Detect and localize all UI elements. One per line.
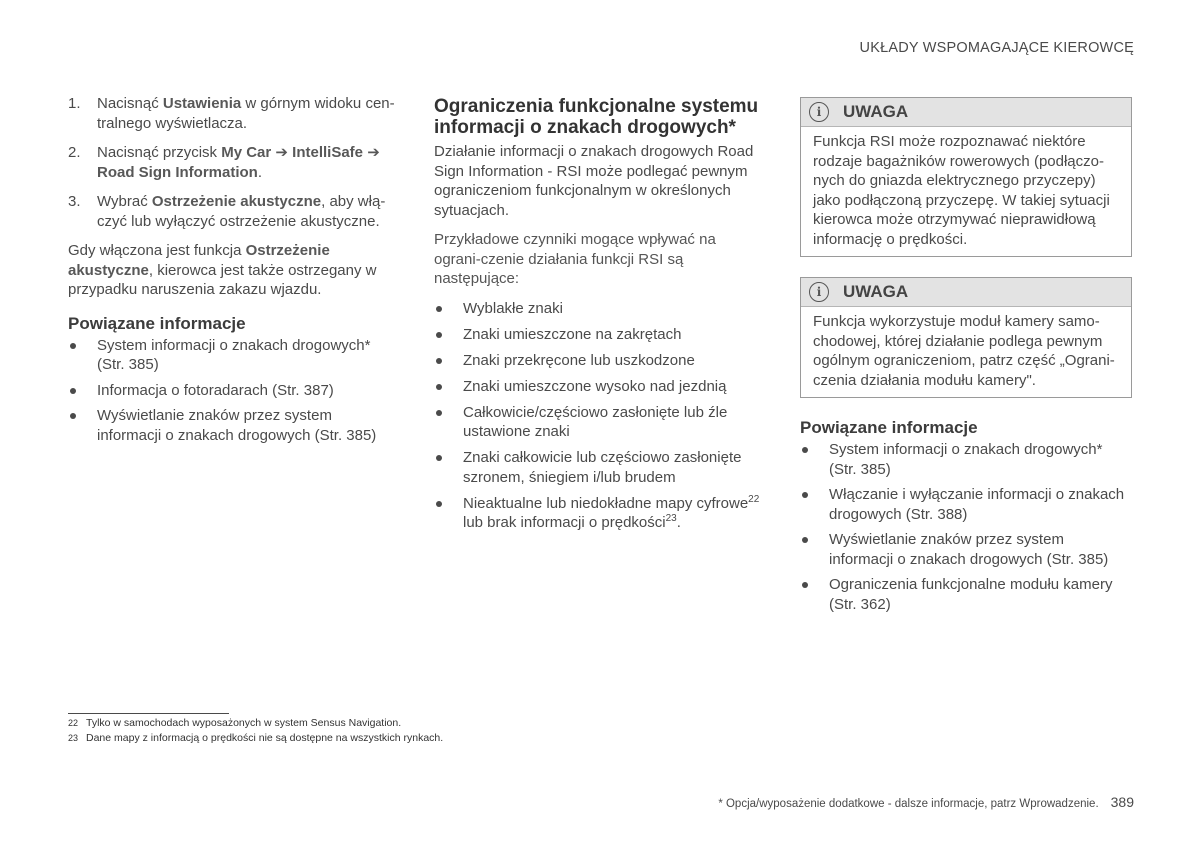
list-item (434, 494, 764, 533)
list-item-text: Wyblakłe znaki (463, 299, 563, 317)
menu-path-road-sign-information: Road Sign Information (97, 163, 258, 181)
step-number: 1. (68, 95, 81, 112)
related-link[interactable] (800, 530, 1132, 569)
step-1 (68, 94, 400, 133)
note-box (800, 97, 1132, 257)
step-text: w górnym widoku cen-tralnego wyświetlacza. (97, 95, 395, 132)
note-header (801, 278, 1131, 307)
info-icon: i (809, 282, 829, 302)
related-link[interactable] (800, 575, 1132, 614)
related-info-list (68, 336, 400, 446)
footnote-22 (68, 717, 401, 730)
note-title: UWAGA (843, 102, 909, 122)
list-item-text: Znaki umieszczone na zakrętach (463, 325, 682, 343)
related-link[interactable] (800, 485, 1132, 524)
bullet-icon (802, 447, 808, 453)
list-item (434, 377, 764, 397)
factors-list (434, 299, 764, 533)
list-item-text: . (676, 514, 681, 531)
column-left (68, 94, 400, 451)
paragraph-factors-intro: Przykładowe czynniki mogące wpływać na ograni-czenie działania funkcji RSI są następujące: (434, 231, 716, 287)
step-text: Nacisnąć przycisk (97, 144, 222, 161)
note-body: Funkcja wykorzystuje moduł kamery samo-chodowej, której działanie podlega pewnym ogólnym ograniczeniom, patrz część „Ograni-czenia działania modułu kamery". (813, 313, 1115, 389)
column-right (800, 97, 1132, 620)
related-link[interactable] (68, 381, 400, 401)
arrow-right-icon: ➔ (275, 144, 288, 161)
info-icon: i (809, 102, 829, 122)
acoustic-warning-term: Ostrzeżenie akustyczne (68, 242, 330, 279)
footnote-number: 23 (68, 733, 79, 743)
list-item (434, 325, 764, 345)
related-link[interactable] (800, 440, 1132, 479)
related-link-text: Wyświetlanie znaków przez system informacji o znakach drogowych (Str. 385) (829, 531, 1109, 568)
bullet-icon (70, 388, 76, 394)
bullet-icon (70, 413, 76, 419)
bullet-icon (436, 306, 442, 312)
section-title: Ograniczenia funkcjonalne systemu informacji o znakach drogowych* (434, 96, 759, 138)
menu-path-intellisafe: IntelliSafe (287, 144, 364, 161)
menu-path-my-car: My Car (221, 144, 272, 161)
related-link[interactable] (68, 336, 400, 375)
footnote-23 (68, 732, 443, 745)
page-header: UKŁADY WSPOMAGAJĄCE KIEROWCĘ (859, 40, 1134, 56)
list-item (434, 351, 764, 371)
footnote-text: Dane mapy z informacją o prędkości nie są dostępne na wszystkich rynkach. (86, 732, 444, 744)
step-3 (68, 192, 400, 231)
related-link-text: Informacja o fotoradarach (Str. 387) (97, 381, 334, 399)
footnote-text: Tylko w samochodach wyposażonych w system Sensus Navigation. (86, 717, 402, 729)
step-text: , aby włą-czyć lub wyłączyć ostrzeżenie akustyczne. (97, 193, 386, 230)
list-item (434, 448, 764, 487)
step-text: Wybrać (97, 193, 152, 210)
bullet-icon (436, 384, 442, 390)
related-info-list (800, 440, 1132, 614)
paragraph-intro: Działanie informacji o znakach drogowych Road Sign Information - RSI może podlegać pewnym ograniczeniom funkcjonalnym w określonych sytuacjach. (434, 143, 754, 219)
note-header (801, 98, 1131, 127)
bullet-icon (436, 332, 442, 338)
step-number: 2. (68, 144, 81, 161)
related-link-text: System informacji o znakach drogowych* (Str. 385) (829, 441, 1103, 478)
list-item-text: Znaki przekręcone lub uszkodzone (463, 351, 695, 369)
step-number: 3. (68, 193, 81, 210)
bullet-icon (436, 501, 442, 507)
list-item (434, 299, 764, 319)
step-text: . (257, 163, 262, 181)
list-item-text: Nieaktualne lub niedokładne mapy cyfrowe (463, 494, 749, 512)
bullet-icon (802, 537, 808, 543)
footnote-ref[interactable]: 22 (748, 493, 760, 505)
related-link-text: System informacji o znakach drogowych* (Str. 385) (97, 336, 371, 373)
related-link-text: Włączanie i wyłączanie informacji o znakach drogowych (Str. 388) (829, 486, 1125, 523)
related-info-heading: Powiązane informacje (68, 313, 246, 333)
list-item-text: Całkowicie/częściowo zasłonięte lub źle ustawione znaki (463, 403, 728, 440)
menu-path-acoustic-warning: Ostrzeżenie akustyczne (151, 193, 322, 210)
list-item-text: Znaki umieszczone wysoko nad jezdnią (463, 377, 727, 395)
note-title: UWAGA (843, 282, 909, 302)
list-item (434, 403, 764, 442)
column-middle (434, 94, 764, 539)
step-text: Nacisnąć (97, 95, 163, 112)
related-link-text: Ograniczenia funkcjonalne modułu kamery (Str. 362) (829, 576, 1113, 613)
bullet-icon (436, 455, 442, 461)
footnote-divider (68, 713, 229, 714)
page-number: 389 (1110, 794, 1134, 810)
optional-equipment-note: * Opcja/wyposażenie dodatkowe - dalsze informacje, patrz Wprowadzenie. (718, 798, 1099, 810)
bullet-icon (802, 582, 808, 588)
menu-path-settings: Ustawienia (162, 95, 242, 112)
footnote-ref[interactable]: 23 (665, 513, 677, 524)
bullet-icon (70, 343, 76, 349)
footnote-number: 22 (68, 718, 79, 728)
related-link-text: Wyświetlanie znaków przez system informacji o znakach drogowych (Str. 385) (97, 407, 377, 444)
bullet-icon (802, 492, 808, 498)
paragraph-text: Gdy włączona jest funkcja (68, 242, 246, 259)
bullet-icon (436, 410, 442, 416)
paragraph-acoustic-info (68, 241, 400, 300)
paragraph-text: , kierowca jest także ostrzegany w przypadku naruszenia zakazu wjazdu. (68, 261, 377, 298)
related-link[interactable] (68, 406, 400, 445)
list-item-text: lub brak informacji o prędkości (463, 514, 666, 531)
list-item-text: Znaki całkowicie lub częściowo zasłonięte szronem, śniegiem i/lub brudem (463, 449, 742, 486)
arrow-right-icon: ➔ (367, 144, 380, 161)
page-footer (718, 793, 1134, 815)
related-info-heading: Powiązane informacje (800, 418, 978, 437)
note-body: Funkcja RSI może rozpoznawać niektóre rodzaje bagażników rowerowych (podłączo-nych do gniazda elektrycznego przyczepy) jako podłączoną przyczepę. W takiej sytuacji kierowca może otrzymywać nieprawidłową informację o prędkości. (813, 133, 1110, 248)
step-2 (68, 143, 400, 182)
note-box (800, 277, 1132, 398)
bullet-icon (436, 358, 442, 364)
